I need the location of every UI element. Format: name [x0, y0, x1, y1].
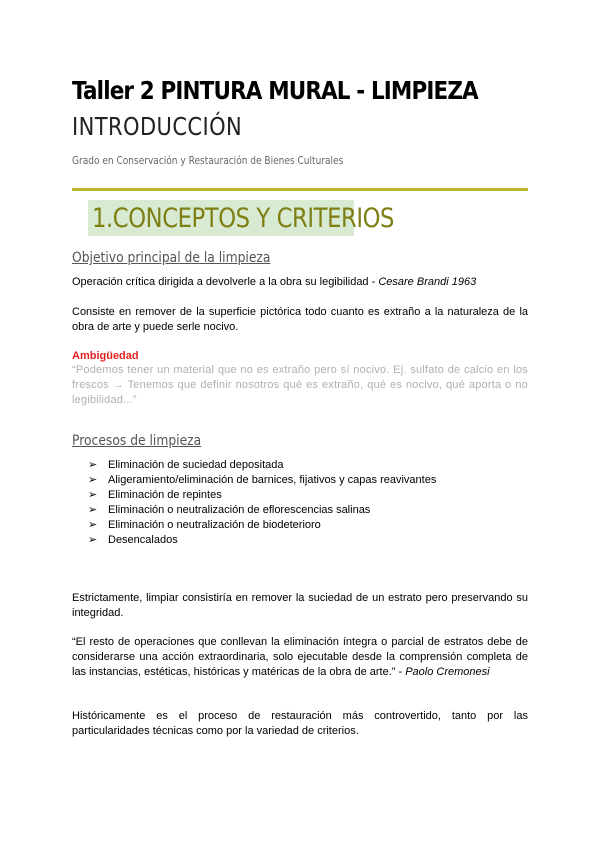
list-item-text: Aligeramiento/eliminación de barnices, fijativos y capas reavivantes: [108, 474, 437, 486]
list-item: [88, 503, 436, 518]
list-item: [88, 488, 436, 503]
cremonesi-quote-text: “El resto de operaciones que conllevan la eliminación íntegra o parcial de estratos debe de considerarse una acción extraordinaria, solo ejecutable desde la comprensión completa de las instancias, estéticas, históricas y matéricas de la obra de arte.” -: [72, 636, 528, 678]
arrow-bullet-icon: ➢: [88, 474, 98, 486]
ambiguedad-quote: “Podemos tener un material que no es extraño pero sí nocivo. Ej. sulfato de calcio en los frescos → Tenemos que definir nosotros qué es extraño, qué es nocivo, qué aporta o no legibilidad...”: [72, 364, 528, 406]
historicamente-paragraph: Históricamente es el proceso de restauración más controvertido, tanto por las particularidades técnicas como por la variedad de criterios.: [72, 710, 528, 737]
document-title: Taller 2 PINTURA MURAL - LIMPIEZA: [72, 76, 478, 105]
cremonesi-quote: [72, 635, 528, 680]
section-heading-text: 1.CONCEPTOS Y CRITERIOS: [92, 203, 395, 234]
arrow-bullet-icon: ➢: [88, 504, 98, 516]
arrow-bullet-icon: ➢: [88, 459, 98, 471]
objetivo-line-author: Cesare Brandi 1963: [378, 276, 477, 288]
procesos-heading: Procesos de limpieza: [72, 433, 202, 449]
header-divider: [72, 188, 528, 191]
objetivo-line-text: Operación crítica dirigida a devolverle a la obra su legibilidad -: [72, 276, 379, 288]
list-item-text: Eliminación o neutralización de biodeterioro: [108, 519, 321, 531]
list-item-text: Eliminación de suciedad depositada: [108, 459, 284, 471]
arrow-bullet-icon: ➢: [88, 534, 98, 546]
document-subtitle: INTRODUCCIÓN: [72, 112, 243, 141]
ambiguedad-label: Ambigüedad: [72, 350, 139, 362]
arrow-bullet-icon: ➢: [88, 519, 98, 531]
objetivo-paragraph: Consiste en remover de la superficie pictórica todo cuanto es extraño a la naturaleza de la obra de arte y puede serle nocivo.: [72, 306, 528, 333]
list-item: [88, 473, 436, 488]
objetivo-line: [72, 275, 528, 290]
objetivo-heading: Objetivo principal de la limpieza: [72, 250, 271, 266]
list-item-text: Eliminación de repintes: [108, 489, 222, 501]
list-item-text: Eliminación o neutralización de eflorescencias salinas: [108, 504, 371, 516]
procesos-list: [88, 458, 436, 548]
section-heading: [88, 200, 395, 236]
estrictamente-paragraph: Estrictamente, limpiar consistiría en remover la suciedad de un estrato pero preservando su integridad.: [72, 592, 528, 619]
degree-label: Grado en Conservación y Restauración de Bienes Culturales: [72, 154, 344, 167]
list-item: [88, 518, 436, 533]
list-item: [88, 533, 436, 548]
cremonesi-quote-author: Paolo Cremonesi: [405, 666, 490, 678]
list-item: [88, 458, 436, 473]
arrow-bullet-icon: ➢: [88, 489, 98, 501]
list-item-text: Desencalados: [108, 534, 178, 546]
